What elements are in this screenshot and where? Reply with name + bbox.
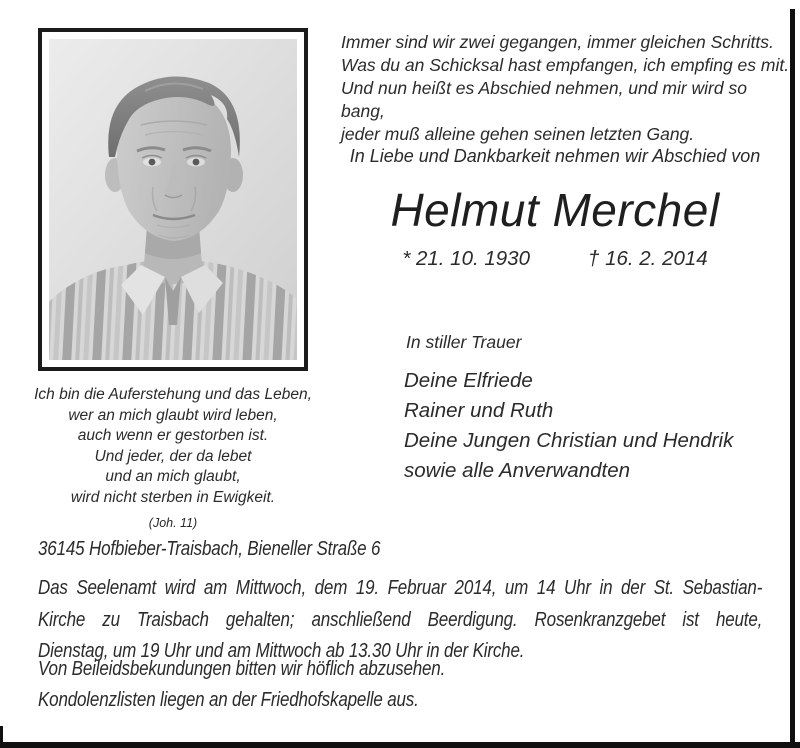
home-address: 36145 Hofbieber-Traisbach, Bieneller Straße 6 <box>38 538 381 560</box>
mourning-heading: In stiller Trauer <box>406 332 522 352</box>
mourner-line: Deine Elfriede <box>404 369 533 392</box>
poem-line: Immer sind wir zwei gegangen, immer gleichen Schritts. <box>341 32 774 52</box>
mourner-line: Rainer und Ruth <box>404 399 554 422</box>
funeral-service-details <box>38 573 762 668</box>
announcement-intro: In Liebe und Dankbarkeit nehmen wir Abschied von <box>349 146 761 166</box>
condolence-lists-note: Kondolenzlisten liegen an der Friedhofskapelle aus. <box>38 689 419 711</box>
verse-line: und an mich glaubt, <box>105 468 241 485</box>
service-line: Dienstag, um 19 Uhr und am Mittwoch ab 13.30 Uhr in der Kirche. <box>38 640 525 662</box>
portrait-photo-frame <box>38 28 308 371</box>
left-border-mark <box>0 726 3 748</box>
death-date: † 16. 2. 2014 <box>587 247 708 270</box>
life-dates <box>335 247 775 271</box>
bottom-border-bar <box>0 742 800 748</box>
service-line: Kirche zu Traisbach gehalten; anschließend Beerdigung. Rosenkranzgebet ist heute, <box>38 608 763 631</box>
poem-line: jeder muß alleine gehen seinen letzten Gang. <box>341 124 695 144</box>
opening-poem <box>341 31 793 146</box>
mourners-list <box>404 366 733 486</box>
deceased-name: Helmut Merchel <box>390 184 720 236</box>
poem-line: Und nun heißt es Abschied nehmen, und mir wird so bang, <box>341 78 747 121</box>
verse-source: (Joh. 11) <box>148 516 198 530</box>
portrait-photo <box>49 39 297 360</box>
bible-verse <box>8 385 338 534</box>
verse-line: wird nicht sterben in Ewigkeit. <box>70 488 276 506</box>
verse-line: auch wenn er gestorben ist. <box>77 427 269 444</box>
verse-line: Ich bin die Auferstehung und das Leben, <box>34 386 312 403</box>
mourner-line: sowie alle Anverwandten <box>404 459 631 482</box>
condolence-note: Von Beileidsbekundungen bitten wir höflich abzusehen. <box>38 658 446 680</box>
verse-line: Und jeder, der da lebet <box>94 447 252 465</box>
poem-line: Was du an Schicksal hast empfangen, ich empfing es mit. <box>341 55 790 75</box>
birth-date: * 21. 10. 1930 <box>402 247 530 270</box>
service-line: Das Seelenamt wird am Mittwoch, dem 19. Februar 2014, um 14 Uhr in der St. Sebastian- <box>38 577 763 599</box>
verse-line: wer an mich glaubt wird leben, <box>68 406 278 424</box>
mourner-line: Deine Jungen Christian und Hendrik <box>404 429 734 452</box>
